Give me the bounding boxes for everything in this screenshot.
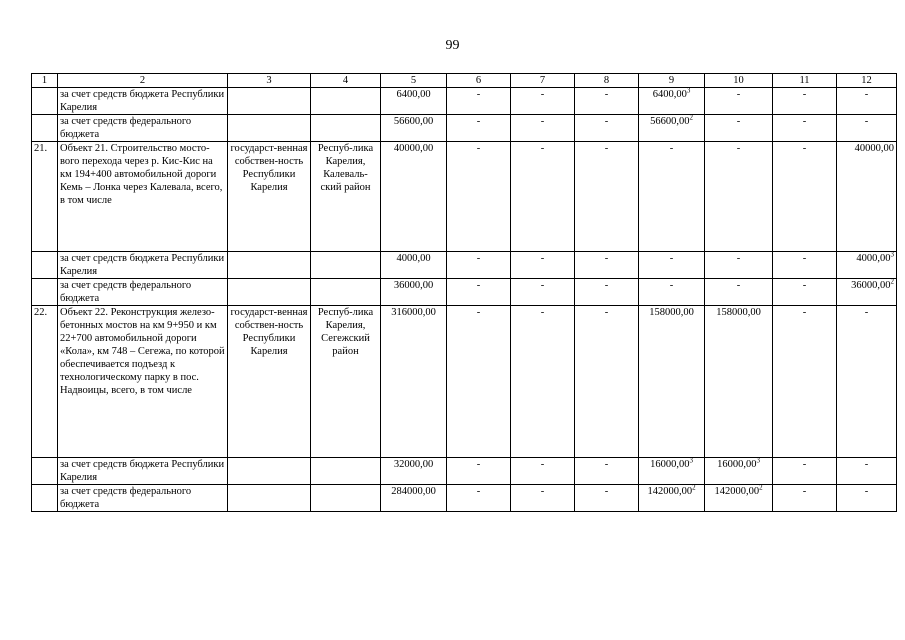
location-cell xyxy=(311,279,381,306)
year-cell-12-text: - xyxy=(864,307,869,318)
year-cell-9 xyxy=(639,279,705,306)
ownership-cell xyxy=(228,88,311,115)
total-amount-cell xyxy=(381,306,447,458)
year-cell-7 xyxy=(511,279,575,306)
row-description-text: за счет средств бюджета Республики Карелия xyxy=(60,253,225,277)
year-cell-11 xyxy=(773,142,837,252)
year-cell-8 xyxy=(575,88,639,115)
ownership-cell xyxy=(228,458,311,485)
year-cell-10 xyxy=(705,306,773,458)
year-cell-9-text: 16000,00 xyxy=(650,459,690,470)
column-header: 7 xyxy=(511,74,575,88)
year-cell-9 xyxy=(639,252,705,279)
year-cell-12 xyxy=(837,88,897,115)
year-cell-12-text: - xyxy=(864,459,869,470)
year-cell-9-text: - xyxy=(669,280,674,291)
year-cell-6-text: - xyxy=(476,116,481,127)
year-cell-11 xyxy=(773,115,837,142)
year-cell-11 xyxy=(773,252,837,279)
year-cell-6 xyxy=(447,252,511,279)
table-row xyxy=(32,115,897,142)
location-cell xyxy=(311,252,381,279)
year-cell-11-text: - xyxy=(802,253,807,264)
year-cell-7-text: - xyxy=(540,89,545,100)
row-number xyxy=(32,458,58,485)
ownership-cell xyxy=(228,115,311,142)
year-cell-10 xyxy=(705,458,773,485)
year-cell-7 xyxy=(511,88,575,115)
total-amount-cell-text: 284000,00 xyxy=(391,486,436,497)
table-row xyxy=(32,252,897,279)
year-cell-6 xyxy=(447,279,511,306)
row-number xyxy=(32,88,58,115)
location-cell xyxy=(311,306,381,458)
year-cell-12-text: - xyxy=(864,89,869,100)
table-row xyxy=(32,142,897,252)
year-cell-8-text: - xyxy=(604,307,609,318)
year-cell-12 xyxy=(837,142,897,252)
total-amount-cell xyxy=(381,279,447,306)
year-cell-9-text: - xyxy=(669,143,674,154)
footnote-marker: 3 xyxy=(890,250,894,259)
year-cell-7-text: - xyxy=(540,486,545,497)
year-cell-10 xyxy=(705,279,773,306)
year-cell-10 xyxy=(705,88,773,115)
page-number: 99 xyxy=(445,38,460,53)
year-cell-8-text: - xyxy=(604,116,609,127)
table-row xyxy=(32,458,897,485)
column-header: 5 xyxy=(381,74,447,88)
footnote-marker: 2 xyxy=(689,113,693,122)
total-amount-cell xyxy=(381,252,447,279)
row-description xyxy=(58,458,228,485)
year-cell-10 xyxy=(705,142,773,252)
year-cell-8-text: - xyxy=(604,143,609,154)
footnote-marker: 3 xyxy=(686,86,691,95)
year-cell-9 xyxy=(639,458,705,485)
year-cell-10 xyxy=(705,252,773,279)
year-cell-7-text: - xyxy=(540,143,545,154)
total-amount-cell xyxy=(381,485,447,512)
year-cell-12-text: - xyxy=(864,116,869,127)
year-cell-7 xyxy=(511,252,575,279)
ownership-cell xyxy=(228,252,311,279)
location-cell-text: Респуб-лика Карелия, Калеваль-ский район xyxy=(317,143,374,193)
column-header: 11 xyxy=(773,74,837,88)
year-cell-6-text: - xyxy=(476,89,481,100)
row-description-text: Объект 21. Строительство мосто-вого перехода через р. Кис-Кис на км 194+400 автомобильной дороги Кемь – Лонка через Калевала, всего, в том числе xyxy=(60,143,223,206)
year-cell-12-text: 40000,00 xyxy=(854,143,894,154)
column-header: 8 xyxy=(575,74,639,88)
ownership-cell-text: государст-венная собствен-ность Республики Карелия xyxy=(230,143,308,193)
year-cell-11-text: - xyxy=(802,116,807,127)
year-cell-8-text: - xyxy=(604,459,609,470)
row-description xyxy=(58,306,228,458)
year-cell-8 xyxy=(575,115,639,142)
year-cell-9 xyxy=(639,306,705,458)
total-amount-cell-text: 32000,00 xyxy=(393,459,434,470)
column-header: 3 xyxy=(228,74,311,88)
year-cell-7 xyxy=(511,142,575,252)
year-cell-7-text: - xyxy=(540,116,545,127)
row-description xyxy=(58,115,228,142)
row-description xyxy=(58,252,228,279)
year-cell-7-text: - xyxy=(540,280,545,291)
row-description-text: за счет средств бюджета Республики Карелия xyxy=(60,89,225,113)
row-description-text: за счет средств федерального бюджета xyxy=(60,116,192,140)
year-cell-6 xyxy=(447,115,511,142)
column-header: 10 xyxy=(705,74,773,88)
year-cell-11 xyxy=(773,485,837,512)
column-header: 9 xyxy=(639,74,705,88)
footnote-marker: 2 xyxy=(692,483,696,492)
ownership-cell xyxy=(228,485,311,512)
year-cell-6 xyxy=(447,306,511,458)
row-description xyxy=(58,88,228,115)
year-cell-7 xyxy=(511,458,575,485)
year-cell-6-text: - xyxy=(476,486,481,497)
year-cell-12-text: - xyxy=(864,486,869,497)
row-description-text: за счет средств федерального бюджета xyxy=(60,280,192,304)
year-cell-10-text: - xyxy=(736,89,741,100)
year-cell-7-text: - xyxy=(540,459,545,470)
row-description xyxy=(58,485,228,512)
year-cell-11-text: - xyxy=(802,143,807,154)
year-cell-6 xyxy=(447,88,511,115)
year-cell-7 xyxy=(511,306,575,458)
year-cell-10-text: - xyxy=(736,253,741,264)
year-cell-10-text: - xyxy=(736,280,741,291)
location-cell xyxy=(311,115,381,142)
table-row xyxy=(32,279,897,306)
year-cell-12 xyxy=(837,115,897,142)
year-cell-11-text: - xyxy=(802,486,807,497)
row-number-text: 21. xyxy=(34,143,48,154)
year-cell-11-text: - xyxy=(802,307,807,318)
year-cell-11-text: - xyxy=(802,89,807,100)
total-amount-cell xyxy=(381,142,447,252)
year-cell-9-text: 142000,00 xyxy=(647,486,693,497)
table-header-row xyxy=(32,74,897,88)
year-cell-8 xyxy=(575,142,639,252)
year-cell-7 xyxy=(511,485,575,512)
year-cell-6 xyxy=(447,485,511,512)
year-cell-8 xyxy=(575,485,639,512)
ownership-cell-text: государст-венная собствен-ность Республики Карелия xyxy=(230,307,308,357)
year-cell-6-text: - xyxy=(476,459,481,470)
total-amount-cell xyxy=(381,115,447,142)
year-cell-9-text: 56600,00 xyxy=(650,116,690,127)
year-cell-10-text: - xyxy=(736,116,741,127)
year-cell-9 xyxy=(639,142,705,252)
row-number xyxy=(32,142,58,252)
budget-table xyxy=(31,73,897,512)
year-cell-9-text: 6400,00 xyxy=(652,89,687,100)
year-cell-8-text: - xyxy=(604,280,609,291)
table-row xyxy=(32,485,897,512)
row-description xyxy=(58,142,228,252)
year-cell-10-text: 16000,00 xyxy=(717,459,757,470)
year-cell-8 xyxy=(575,252,639,279)
year-cell-9-text: 158000,00 xyxy=(649,307,694,318)
year-cell-12 xyxy=(837,279,897,306)
year-cell-10 xyxy=(705,485,773,512)
total-amount-cell-text: 40000,00 xyxy=(393,143,434,154)
location-cell xyxy=(311,88,381,115)
year-cell-8-text: - xyxy=(604,253,609,264)
column-header: 12 xyxy=(837,74,897,88)
row-number xyxy=(32,115,58,142)
row-number xyxy=(32,485,58,512)
total-amount-cell xyxy=(381,458,447,485)
year-cell-8 xyxy=(575,279,639,306)
year-cell-6-text: - xyxy=(476,253,481,264)
year-cell-10-text: 142000,00 xyxy=(714,486,760,497)
year-cell-12-text: 36000,00 xyxy=(851,280,891,291)
year-cell-7 xyxy=(511,115,575,142)
year-cell-6 xyxy=(447,458,511,485)
footnote-marker: 2 xyxy=(759,483,763,492)
year-cell-12 xyxy=(837,306,897,458)
column-header: 4 xyxy=(311,74,381,88)
year-cell-8-text: - xyxy=(604,89,609,100)
year-cell-11-text: - xyxy=(802,280,807,291)
footnote-marker: 3 xyxy=(689,456,693,465)
row-description-text: за счет средств бюджета Республики Карелия xyxy=(60,459,225,483)
year-cell-8-text: - xyxy=(604,486,609,497)
column-header: 6 xyxy=(447,74,511,88)
year-cell-9-text: - xyxy=(669,253,674,264)
row-number xyxy=(32,252,58,279)
row-description-text: за счет средств федерального бюджета xyxy=(60,486,192,510)
location-cell-text: Респуб-лика Карелия, Сегежский район xyxy=(317,307,374,357)
year-cell-10 xyxy=(705,115,773,142)
table-row xyxy=(32,306,897,458)
total-amount-cell-text: 36000,00 xyxy=(393,280,434,291)
location-cell xyxy=(311,458,381,485)
row-number xyxy=(32,279,58,306)
year-cell-8 xyxy=(575,458,639,485)
year-cell-8 xyxy=(575,306,639,458)
year-cell-10-text: 158000,00 xyxy=(716,307,761,318)
table-row xyxy=(32,88,897,115)
total-amount-cell-text: 6400,00 xyxy=(396,89,431,100)
year-cell-10-text: - xyxy=(736,143,741,154)
year-cell-6-text: - xyxy=(476,280,481,291)
year-cell-6 xyxy=(447,142,511,252)
total-amount-cell xyxy=(381,88,447,115)
total-amount-cell-text: 4000,00 xyxy=(396,253,431,264)
year-cell-9 xyxy=(639,88,705,115)
location-cell xyxy=(311,142,381,252)
year-cell-6-text: - xyxy=(476,143,481,154)
ownership-cell xyxy=(228,279,311,306)
year-cell-7-text: - xyxy=(540,307,545,318)
year-cell-12 xyxy=(837,485,897,512)
footnote-marker: 2 xyxy=(890,277,894,286)
column-header: 1 xyxy=(32,74,58,88)
year-cell-11 xyxy=(773,458,837,485)
year-cell-12 xyxy=(837,458,897,485)
column-header: 2 xyxy=(58,74,228,88)
row-number-text: 22. xyxy=(34,307,48,318)
total-amount-cell-text: 56600,00 xyxy=(393,116,434,127)
year-cell-6-text: - xyxy=(476,307,481,318)
year-cell-12-text: 4000,00 xyxy=(856,253,891,264)
year-cell-11 xyxy=(773,306,837,458)
year-cell-11 xyxy=(773,279,837,306)
year-cell-12 xyxy=(837,252,897,279)
footnote-marker: 3 xyxy=(756,456,760,465)
year-cell-9 xyxy=(639,115,705,142)
year-cell-7-text: - xyxy=(540,253,545,264)
row-description xyxy=(58,279,228,306)
row-description-text: Объект 22. Реконструкция железо-бетонных мостов на км 9+950 и км 22+700 автомобильной дороги «Кола», км 748 – Сегежа, по которой обеспечивается подъезд к технологическому парку в пос. Надвоицы, всего, в том числе xyxy=(60,307,225,396)
total-amount-cell-text: 316000,00 xyxy=(391,307,436,318)
year-cell-9 xyxy=(639,485,705,512)
ownership-cell xyxy=(228,306,311,458)
ownership-cell xyxy=(228,142,311,252)
location-cell xyxy=(311,485,381,512)
year-cell-11 xyxy=(773,88,837,115)
row-number xyxy=(32,306,58,458)
year-cell-11-text: - xyxy=(802,459,807,470)
